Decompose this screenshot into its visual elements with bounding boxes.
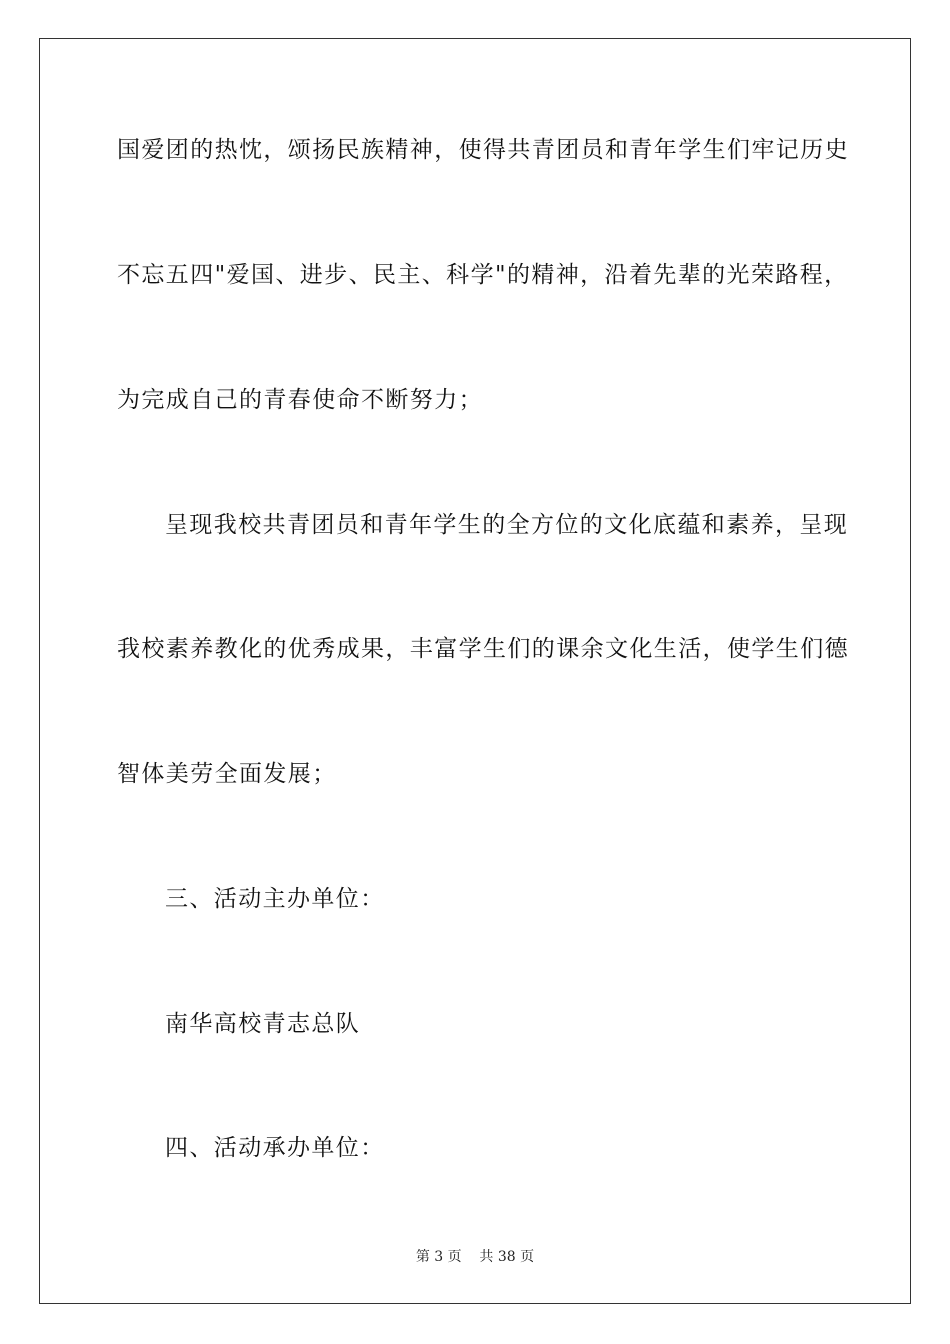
section-heading-organizer: 三、活动主办单位：: [165, 886, 385, 912]
body-text-line: 我校素养教化的优秀成果，丰富学生们的课余文化生活，使学生们德: [117, 636, 849, 662]
section-heading-host: 四、活动承办单位：: [165, 1135, 385, 1161]
page-border: [39, 38, 911, 1304]
body-text-line: 国爱团的热忱，颂扬民族精神，使得共青团员和青年学生们牢记历史: [117, 137, 849, 163]
body-text-line: 智体美劳全面发展；: [117, 761, 337, 787]
body-text-line: 不忘五四"爱国、进步、民主、科学"的精神，沿着先辈的光荣路程，: [117, 262, 849, 288]
body-text-line: 为完成自己的青春使命不断努力；: [117, 387, 483, 413]
organizer-name: 南华高校青志总队: [165, 1011, 361, 1037]
page-number-footer: 第 3 页 共 38 页: [415, 1249, 535, 1265]
paragraph-start-line: 呈现我校共青团员和青年学生的全方位的文化底蕴和素养，呈现: [165, 512, 849, 538]
